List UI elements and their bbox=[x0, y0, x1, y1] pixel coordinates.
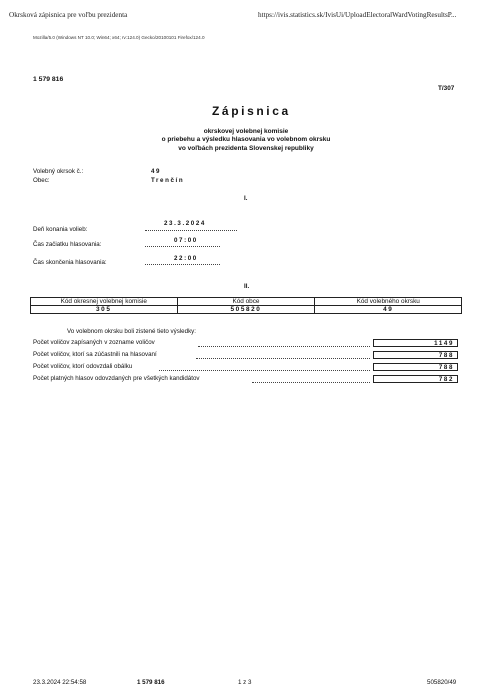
result-label: Počet platných hlasov odovzdaných pre všetkých kandidátov bbox=[33, 375, 200, 382]
print-url: https://ivis.statistics.sk/IvisUi/UploadElectoralWardVotingResultsP... bbox=[258, 11, 457, 19]
footer-timestamp: 23.3.2024 22:54:58 bbox=[33, 679, 87, 686]
dotted-line bbox=[145, 264, 220, 265]
subtitle bbox=[96, 128, 396, 153]
result-row bbox=[33, 375, 199, 382]
section-heading-2: II. bbox=[244, 283, 250, 290]
obec-value: Trenčín bbox=[151, 177, 185, 184]
result-value-box: 1149 bbox=[373, 339, 458, 347]
den-label: Deň konania volieb: bbox=[33, 226, 88, 233]
skoncenie-label: Čas skončenia hlasovania: bbox=[33, 259, 107, 266]
den-value: 23.3.2024 bbox=[164, 220, 206, 227]
obec-label: Obec: bbox=[33, 177, 50, 184]
codes-value-row bbox=[31, 306, 462, 314]
subtitle-line: o priebehu a výsledku hlasovania vo volebnom okrsku bbox=[161, 136, 331, 144]
form-code: T/307 bbox=[438, 85, 455, 92]
user-agent: Mozilla/5.0 (Windows NT 10.0; Win64; x64; rv:124.0) Gecko/20100101 Firefox/124.0 bbox=[33, 35, 205, 40]
zaciatok-value: 07:00 bbox=[174, 237, 198, 244]
results-intro: Vo volebnom okrsku boli zistené tieto výsledky: bbox=[67, 328, 196, 335]
result-label: Počet voličov, ktorí sa zúčastnili na hlasovaní bbox=[33, 351, 157, 358]
footer-doc-number: 1 579 816 bbox=[137, 679, 165, 686]
dotted-line bbox=[196, 358, 370, 359]
dotted-line bbox=[159, 370, 370, 371]
doc-number: 1 579 816 bbox=[33, 76, 64, 83]
okrsok-value: 49 bbox=[151, 168, 162, 175]
subtitle-line: okrskovej volebnej komisie bbox=[203, 128, 289, 135]
codes-value-cell: 49 bbox=[315, 306, 462, 314]
result-value-box: 782 bbox=[373, 375, 458, 383]
dotted-line bbox=[145, 246, 220, 247]
codes-table bbox=[30, 297, 462, 314]
dotted-line bbox=[198, 346, 370, 347]
zaciatok-label: Čas začiatku hlasovania: bbox=[33, 241, 102, 248]
print-page-title: Okrsková zápisnica pre voľbu prezidenta bbox=[9, 11, 128, 19]
subtitle-line: vo voľbách prezidenta Slovenskej republiky bbox=[178, 144, 314, 152]
codes-header-cell: Kód okresnej volebnej komisie bbox=[31, 298, 178, 306]
result-row bbox=[33, 351, 157, 358]
skoncenie-value: 22:00 bbox=[174, 255, 198, 262]
dotted-line bbox=[145, 230, 237, 231]
codes-value-cell: 305 bbox=[31, 306, 178, 314]
codes-header-cell: Kód volebného okrsku bbox=[315, 298, 462, 306]
result-value-box: 788 bbox=[373, 363, 458, 371]
codes-header-row bbox=[31, 298, 462, 306]
dotted-line bbox=[252, 382, 370, 383]
result-label: Počet voličov zapísaných v zozname voličov bbox=[33, 339, 155, 346]
codes-header-cell: Kód obce bbox=[177, 298, 315, 306]
result-value-box: 788 bbox=[373, 351, 458, 359]
section-heading-1: I. bbox=[244, 195, 248, 202]
footer-code: 505820/49 bbox=[427, 679, 457, 686]
codes-value-cell: 505820 bbox=[177, 306, 315, 314]
page-title: Zápisnica bbox=[212, 104, 291, 118]
footer-page-number: 1 z 3 bbox=[238, 679, 252, 686]
result-row bbox=[33, 339, 155, 346]
result-label: Počet voličov, ktorí odovzdali obálku bbox=[33, 363, 133, 370]
okrsok-label: Volebný okrsok č.: bbox=[33, 168, 84, 175]
result-row bbox=[33, 363, 132, 370]
